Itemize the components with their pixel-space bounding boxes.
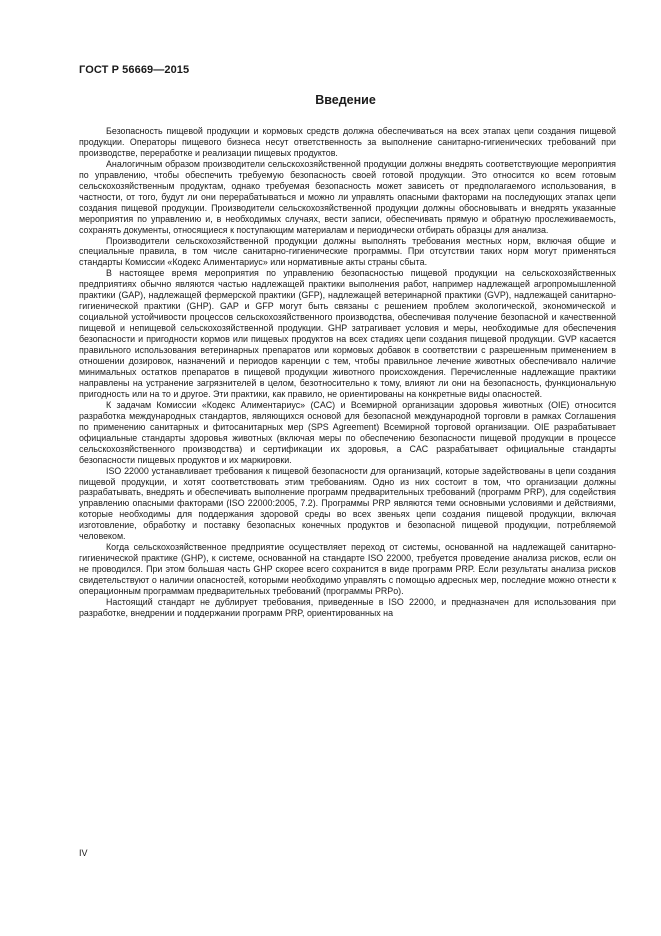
paragraph: К задачам Комиссии «Кодекс Алиментариус» (CAC) и Всемирной организации здоровья животных (OIE) относится разработка международных стандартов, являющихся основой для безопасной международной торговли в рамках Соглашения по применению санитарных и фитосанитарных мер (SPS Agreement) Всемирной торговой организации. OIE разрабатывает официальные стандарты здоровья животных (включая меры по обеспечению безопасности пищевой продукции в процессе сельскохозяйственного производства) и сертификации их здоровья, а CAC разрабатывает официальные стандарты безопасности пищевых продуктов и их маркировки. bbox=[79, 399, 616, 465]
paragraph: Когда сельскохозяйственное предприятие осуществляет переход от системы, основанной на надлежащей санитарно-гигиенической практике (GHP), к системе, основанной на стандарте ISO 22000, требуется проведение анализа рисков, если он не проводился. При этом большая часть GHP скорее всего сохранится в виде программ PRP. Если результаты анализа рисков свидетельствуют о наличии опасностей, которыми необходимо управлять с помощью адресных мер, последние можно отнести к операционным программам предварительных требований (программы PRPо). bbox=[79, 542, 616, 597]
page-number: IV bbox=[79, 848, 88, 858]
paragraph: Безопасность пищевой продукции и кормовых средств должна обеспечиваться на всех этапах цепи создания пищевой продукции. Операторы пищевого бизнеса несут ответственность за выполнение санитарно-гигиенических требований при производстве, переработке и реализации пищевых продуктов. bbox=[79, 126, 616, 158]
paragraph: Настоящий стандарт не дублирует требования, приведенные в ISO 22000, и предназначен для использования при разработке, внедрении и поддержании программ PRP, ориентированных на bbox=[79, 596, 616, 618]
paragraph: ISO 22000 устанавливает требования к пищевой безопасности для организаций, которые задействованы в цепи создания пищевой продукции, и хотят соответствовать этим требованиям. Одно из них состоит в том, что организации должны разрабатывать, внедрять и обеспечивать выполнение программ предварительных требований (программ PRP), для содействия управлению опасными факторами (ISO 22000:2005, 7.2). Программы PRP являются теми основными условиями и действиями, которые необходимы для поддержания здоровой среды во всех звеньях цепи создания пищевой продукции, включая изготовление, обработку и поставку безопасных конечных продуктов и безопасной пищевой продукции, потребляемой человеком. bbox=[79, 465, 616, 542]
standard-designation: ГОСТ Р 56669—2015 bbox=[79, 64, 190, 76]
paragraph: Производители сельскохозяйственной продукции должны выполнять требования местных норм, включая общие и специальные правила, в том числе санитарно-гигиенические программы. При отсутствии таких норм могут применяться стандарты Комиссии «Кодекс Алиментариус» или нормативные акты страны сбыта. bbox=[79, 235, 616, 268]
paragraph: Аналогичным образом производители сельскохозяйственной продукции должны внедрять соответствующие мероприятия по управлению, чтобы обеспечить требуемую безопасность своей готовой продукции. Это относится ко всем готовым сельскохозяйственным продуктам, однако требуемая безопасность может зависеть от предполагаемого использования, в частности, от того, будут ли они перерабатываться и можно ли управлять опасными факторами на последующих этапах цепи создания пищевой продукции. Производители сельскохозяйственной продукции должны обосновывать и внедрять указанные мероприятия по управлению и, в необходимых случаях, вести записи, обеспечивать прямую и обратную прослеживаемость, сохранять документы, относящиеся к поступающим материалам и периодически отбирать образцы для анализа. bbox=[79, 158, 616, 235]
section-title: Введение bbox=[315, 93, 376, 107]
body-text bbox=[79, 126, 616, 619]
paragraph: В настоящее время мероприятия по управлению безопасностью пищевой продукции на сельскохозяйственных предприятиях обычно являются частью надлежащей практики выполнения работ, например надлежащей агропромышленной практики (GAP), надлежащей фермерской практики (GFP), надлежащей ветеринарной практики (GVP), надлежащей санитарно-гигиенической практики (GHP). GAP и GFP могут быть связаны с решением проблем экологической, экономической и социальной устойчивости процессов сельскохозяйственного производства, обеспечивая получение безопасной и качественной пищевой и непищевой сельскохозяйственной продукции. GHP затрагивает условия и меры, необходимые для обеспечения безопасности и пригодности кормов или пищевых продуктов на всех стадиях цепи создания пищевой продукции. GVP касается правильного использования ветеринарных препаратов или кормовых добавок в соответствии с разрешенным применением в отношении дозировок, назначений и периодов каренции с тем, чтобы правильное лечение животных обеспечивало наличие минимальных остатков препаратов в пищевой продукции животного происхождения. Перечисленные надлежащие практики направлены на устранение загрязнителей в целом, безотносительно к тому, влияют ли они на безопасность, функциональную пригодность или на то и другое. Эти практики, как правило, не ориентированы на конкретные виды опасностей. bbox=[79, 268, 616, 399]
